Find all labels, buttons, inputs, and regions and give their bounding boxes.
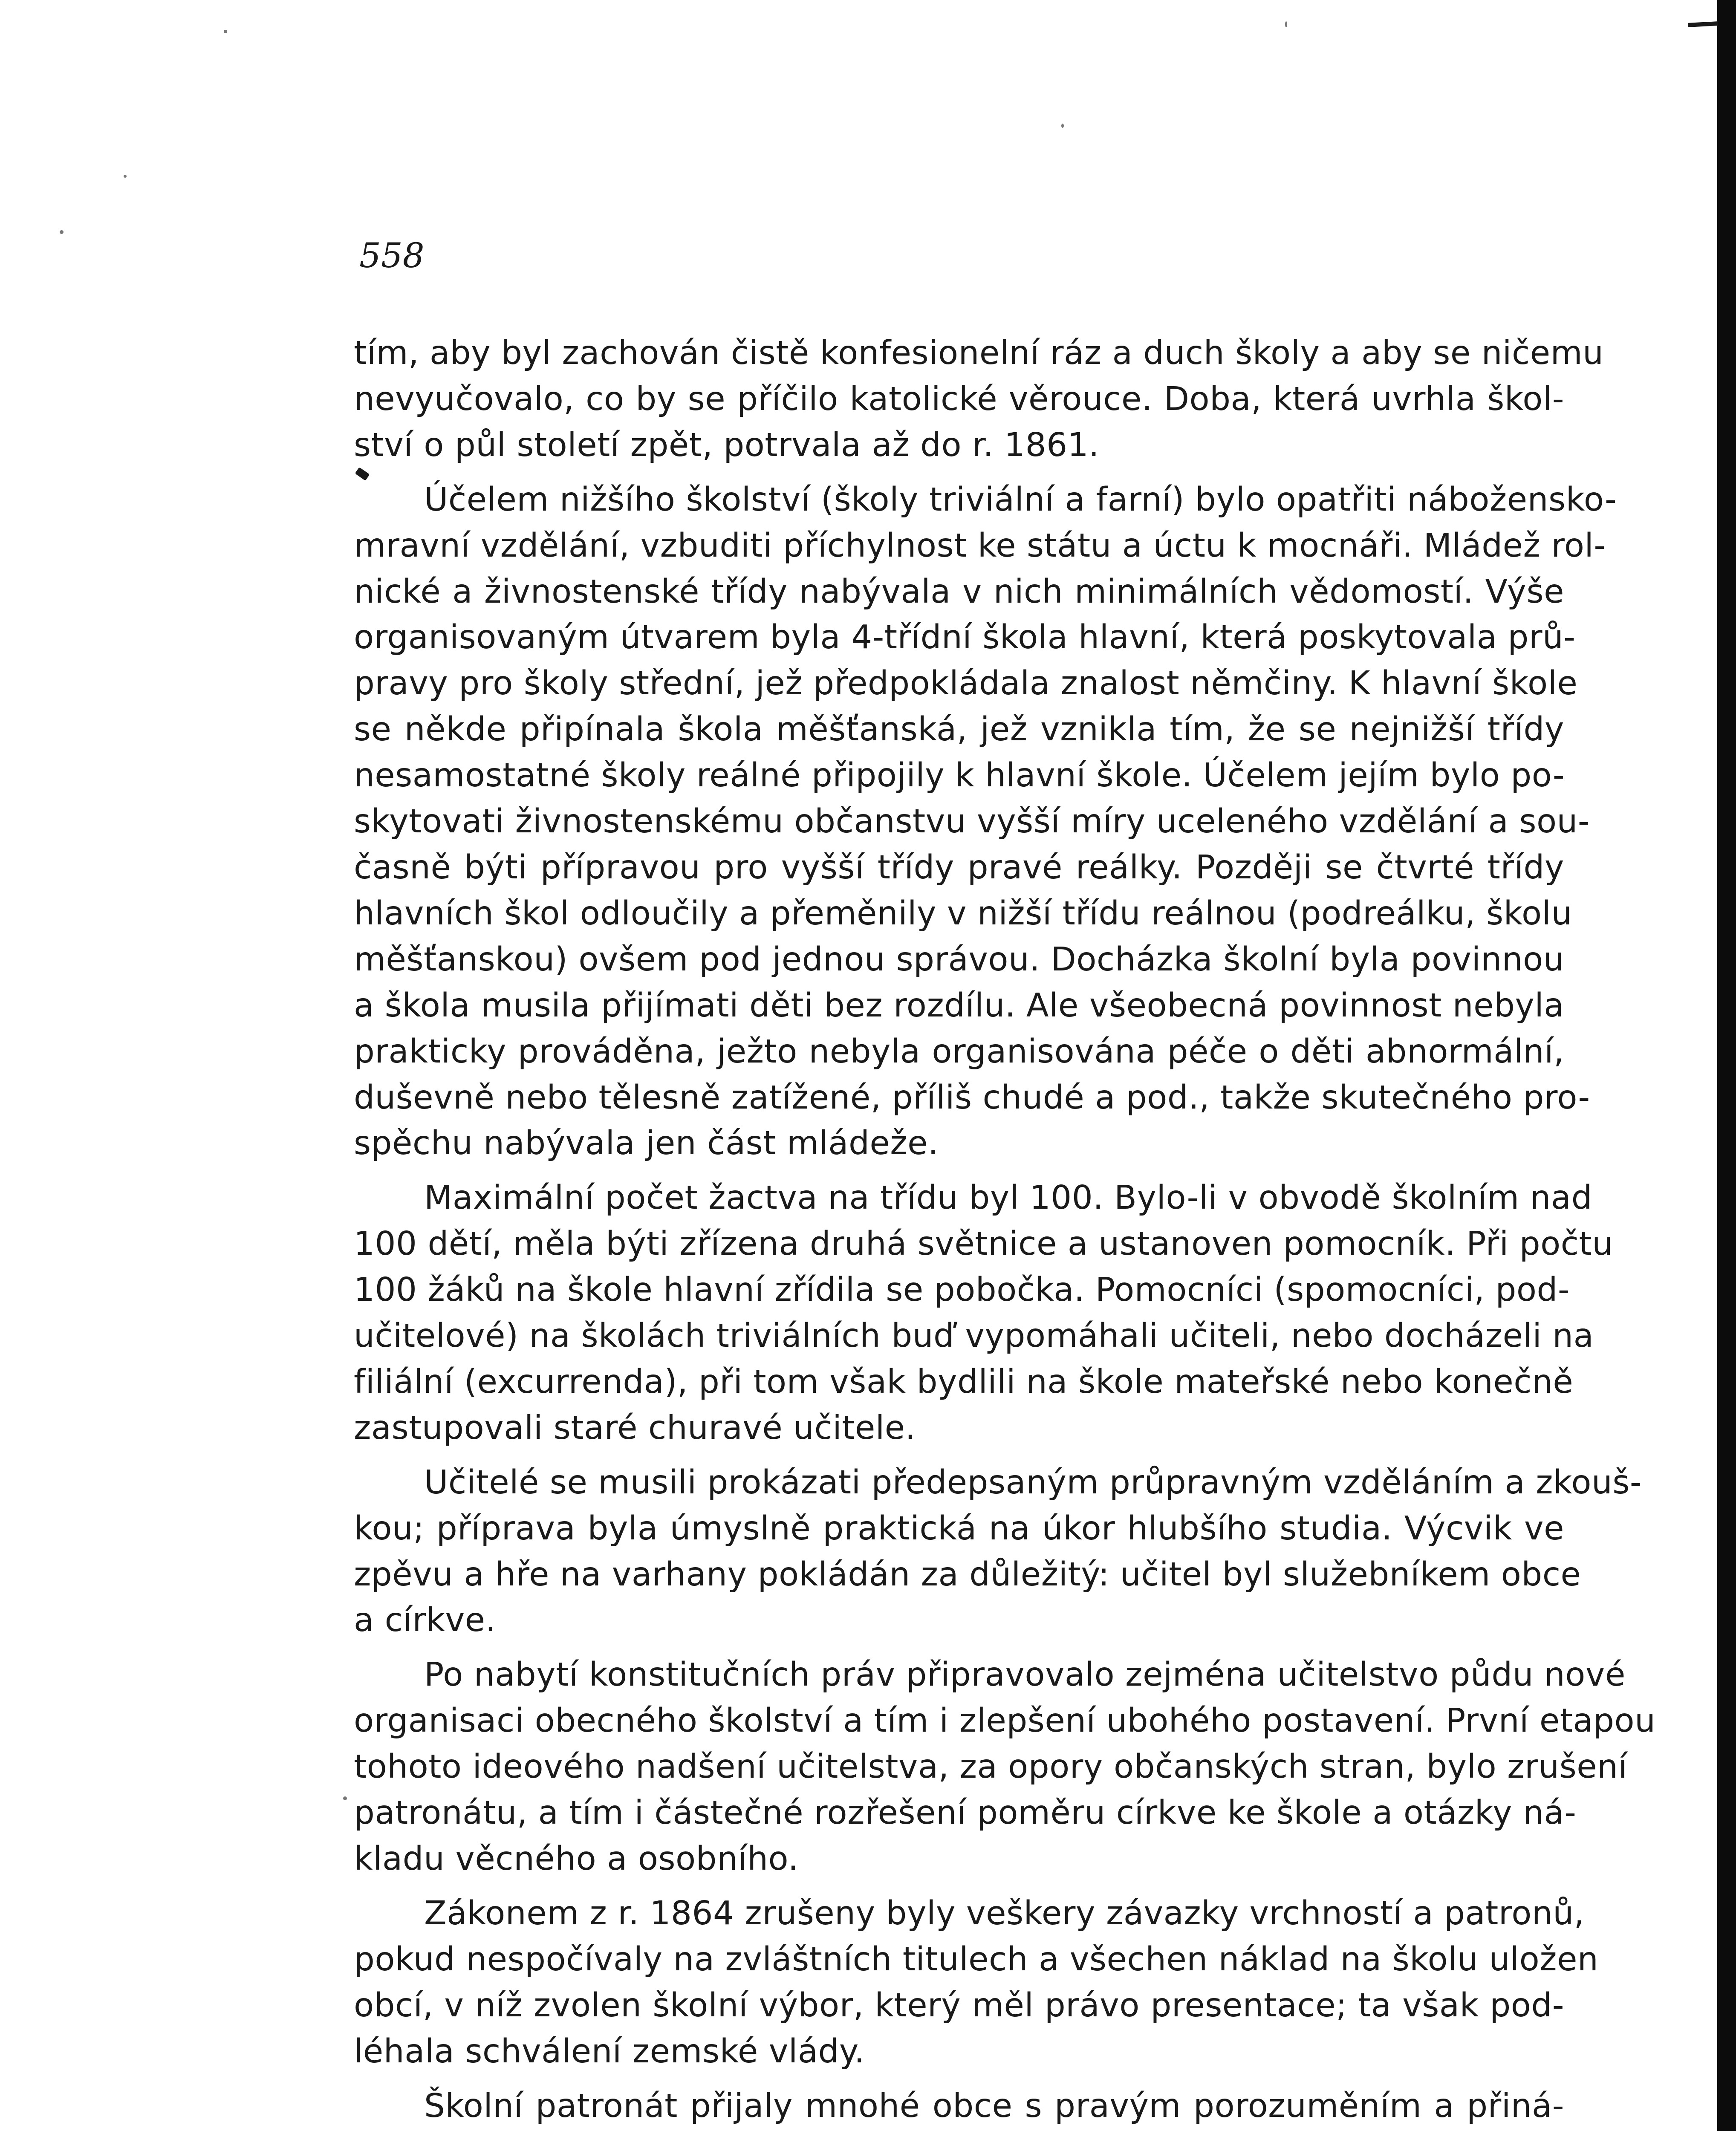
- text-line: mravní vzdělání, vzbuditi příchylnost ke státu a úctu k mocnáři. Mládež rol-: [354, 526, 1606, 565]
- dust-speck: [1285, 21, 1287, 27]
- text-line: organisaci obecného školství a tím i zlepšení ubohého postavení. První etapou: [354, 1702, 1656, 1740]
- text-line: Učitelé se musili prokázati předepsaným průpravným vzděláním a zkouš-: [424, 1463, 1642, 1502]
- paragraph: [354, 2083, 1564, 2131]
- text-line: filiální (excurrenda), při tom však bydlili na škole mateřské nebo konečně: [354, 1363, 1574, 1401]
- dust-speck: [224, 30, 227, 33]
- text-line: patronátu, a tím i částečné rozřešení poměru církve ke škole a otázky ná-: [354, 1794, 1577, 1832]
- text-line: nevyučovalo, co by se příčilo katolické věrouce. Doba, která uvrhla škol-: [354, 380, 1564, 418]
- text-line: tohoto ideového nadšení učitelstva, za opory občanských stran, bylo zrušení: [354, 1748, 1628, 1786]
- text-line: Maximální počet žactva na třídu byl 100. Bylo-li v obvodě školním nad: [424, 1179, 1592, 1217]
- paragraph: [354, 330, 1604, 468]
- text-line: zastupovali staré churavé učitele.: [354, 1409, 916, 1447]
- text-line: zpěvu a hře na varhany pokládán za důležitý: učitel byl služebníkem obce: [354, 1555, 1581, 1594]
- dust-speck: [343, 1796, 347, 1800]
- text-line: hlavních škol odloučily a přeměnily v nižší třídu reálnou (podreálku, školu: [354, 894, 1572, 933]
- text-line: [354, 2129, 1564, 2131]
- paragraph: [354, 477, 1617, 1167]
- text-line: učitelové) na školách triviálních buď vypomáhali učiteli, nebo docházeli na: [354, 1317, 1594, 1355]
- text-line: obcí, v níž zvolen školní výbor, který měl právo presentace; ta však pod-: [354, 1986, 1564, 2024]
- dust-speck: [60, 230, 64, 234]
- paragraph: [354, 1891, 1599, 2075]
- text-line: kou; příprava byla úmyslně praktická na úkor hlubšího studia. Výcvik ve: [354, 1509, 1564, 1548]
- text-line: měšťanskou) ovšem pod jednou správou. Docházka školní byla povinnou: [354, 940, 1564, 979]
- body-text: [354, 330, 1656, 2131]
- page-number: 558: [359, 236, 425, 275]
- dust-speck: [1061, 124, 1064, 128]
- text-line: nesamostatné školy reálné připojily k hlavní škole. Účelem jejím bylo po-: [354, 757, 1565, 795]
- text-line: 100 žáků na škole hlavní zřídila se pobočka. Pomocníci (spomocníci, pod-: [354, 1271, 1570, 1309]
- text-line: Po nabytí konstitučních práv připravovalo zejména učitelstvo půdu nové: [424, 1656, 1626, 1694]
- text-line: léhala schválení zemské vlády.: [354, 2032, 865, 2070]
- text-line: Účelem nižšího školství (školy triviální a farní) bylo opatřiti nábožensko-: [424, 480, 1617, 519]
- paragraph: [354, 1460, 1642, 1644]
- text-line: nické a živnostenské třídy nabývala v nich minimálních vědomostí. Výše: [354, 572, 1564, 611]
- text-line: spěchu nabývala jen část mládeže.: [354, 1124, 939, 1163]
- text-line: a škola musila přijímati děti bez rozdílu. Ale všeobecná povinnost nebyla: [354, 986, 1564, 1025]
- dust-speck: [124, 175, 127, 178]
- text-line: duševně nebo tělesně zatížené, příliš chudé a pod., takže skutečného pro-: [354, 1078, 1590, 1117]
- text-line: pravy pro školy střední, jež předpokládala znalost němčiny. K hlavní škole: [354, 664, 1578, 703]
- text-line: prakticky prováděna, ježto nebyla organisována péče o děti abnormální,: [354, 1032, 1564, 1071]
- paragraph: [354, 1652, 1656, 1882]
- text-line: 100 dětí, měla býti zřízena druhá světnice a ustanoven pomocník. Při počtu: [354, 1225, 1613, 1263]
- paragraph: [354, 1175, 1613, 1451]
- text-line: pokud nespočívaly na zvláštních titulech a všechen náklad na školu uložen: [354, 1940, 1599, 1978]
- text-line: a církve.: [354, 1601, 496, 1640]
- text-line: skytovati živnostenskému občanstvu vyšší míry uceleného vzdělání a sou-: [354, 803, 1590, 841]
- text-line: Zákonem z r. 1864 zrušeny byly veškery závazky vrchností a patronů,: [424, 1894, 1585, 1932]
- text-line: kladu věcného a osobního.: [354, 1840, 799, 1878]
- text-line: organisovaným útvarem byla 4-třídní škola hlavní, která poskytovala prů-: [354, 618, 1576, 657]
- text-line: tím, aby byl zachován čistě konfesionelní ráz a duch školy a aby se ničemu: [354, 334, 1604, 372]
- scan-border-right: [1717, 0, 1736, 2131]
- text-line: časně býti přípravou pro vyšší třídy pravé reálky. Později se čtvrté třídy: [354, 848, 1564, 886]
- text-line: Školní patronát přijaly mnohé obce s pravým porozuměním a přiná-: [424, 2087, 1564, 2125]
- scan-edge-top: [1688, 21, 1718, 27]
- text-line: ství o půl století zpět, potrvala až do r. 1861.: [354, 426, 1100, 464]
- text-line: se někde připínala škola měšťanská, jež vznikla tím, že se nejnižší třídy: [354, 710, 1564, 749]
